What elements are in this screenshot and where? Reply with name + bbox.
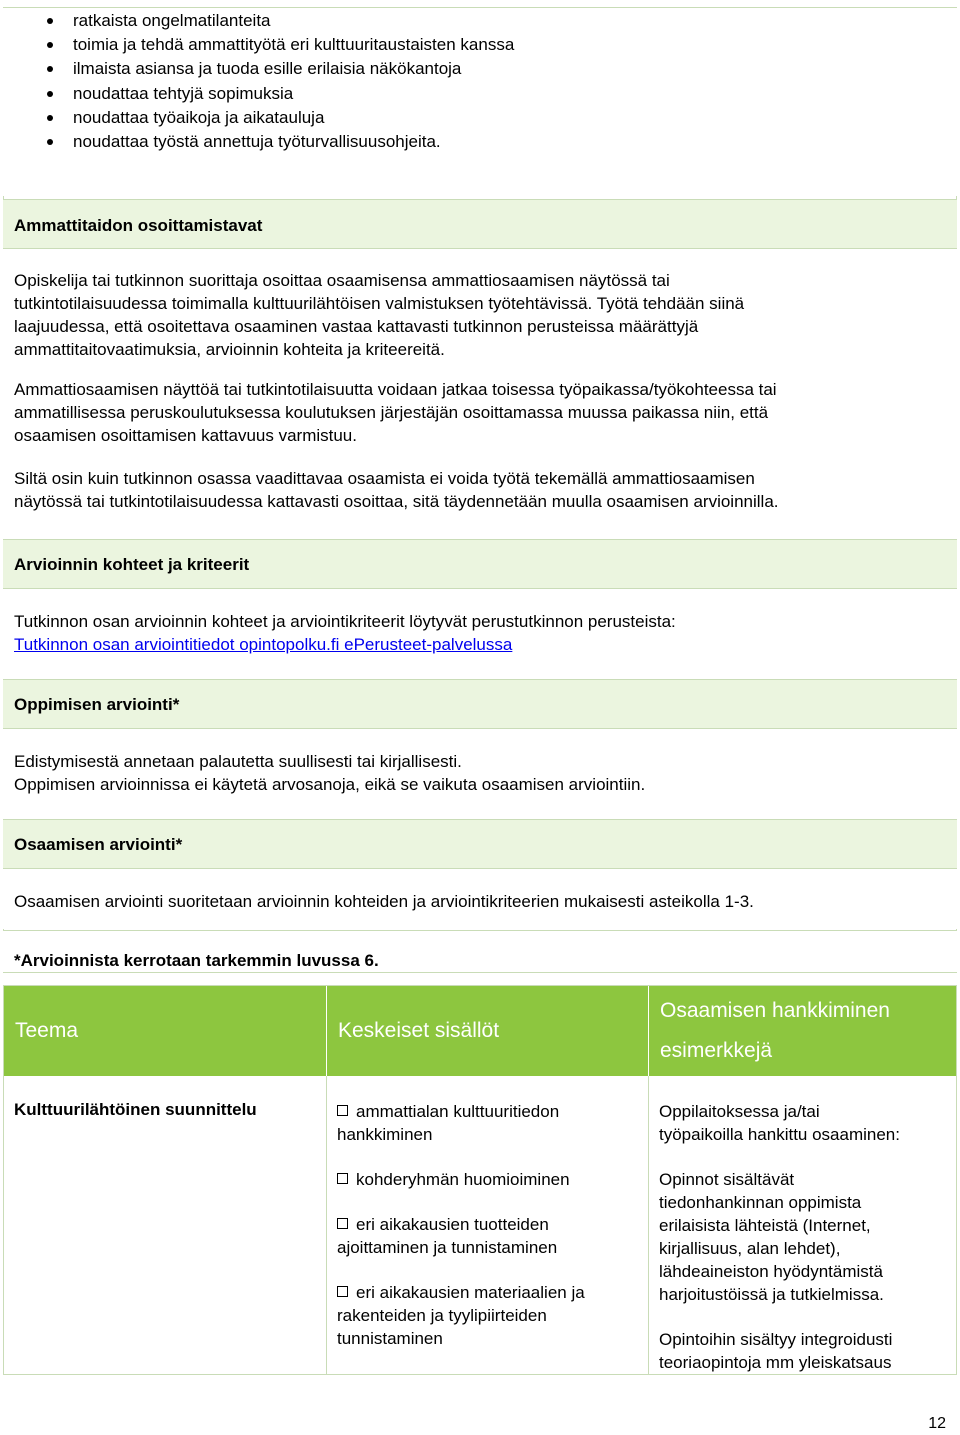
section-body-learning (3, 729, 957, 819)
paragraph: Ammattiosaamisen näyttöä tai tutkintotilaisuutta voidaan jatkaa toisessa työpaikassa/työkohteessa tai ammatillisessa peruskoulutuksessa koulutuksen järjestäjän osoittamassa muussa paikassa niin, että osaamisen osoittamisen kattavuus varmistuu. (14, 380, 777, 445)
bullet-icon (47, 91, 53, 97)
list-item: noudattaa työstä annettuja työturvallisuusohjeita. (3, 130, 514, 154)
checkbox-icon (337, 1286, 348, 1297)
bullet-icon (47, 42, 53, 48)
footnote: *Arvioinnista kerrotaan tarkemmin luvussa 6. (14, 951, 379, 970)
column-divider (326, 986, 327, 1076)
table-cell-theme: Kulttuurilähtöinen suunnittelu (14, 1100, 257, 1119)
section-header-criteria (3, 539, 957, 589)
list-item: noudattaa työaikoja ja aikatauluja (3, 106, 514, 130)
checkbox-icon (337, 1173, 348, 1184)
section-header-competence (3, 819, 957, 869)
bullet-icon (47, 139, 53, 145)
section-heading: Osaamisen arviointi* (14, 835, 183, 854)
section-body-demonstration (3, 249, 957, 539)
column-divider (648, 1076, 649, 1374)
list-item: toimia ja tehdä ammattityötä eri kulttuuritaustaisten kanssa (3, 33, 514, 57)
column-divider (326, 1076, 327, 1374)
content-table (3, 985, 957, 1375)
list-item: eri aikakausien materiaalien ja (337, 1281, 642, 1304)
list-item: ilmaista asiansa ja tuoda esille erilaisia näkökantoja (3, 57, 514, 81)
section-heading: Arvioinnin kohteet ja kriteerit (14, 555, 250, 574)
table-header (4, 986, 956, 1076)
table-cell-contents: ammattialan kulttuuritiedon hankkiminen kohderyhmän huomioiminen eri aikakausien tuotteiden ajoittaminen ja tunnistaminen eri aikakausien materiaalien ja rakenteiden ja tyylipiirteiden tunnistaminen (337, 1100, 642, 1350)
bullet-list (3, 9, 514, 154)
bullet-icon (47, 115, 53, 121)
list-item: eri aikakausien tuotteiden (337, 1213, 642, 1236)
list-item: noudattaa tehtyjä sopimuksia (3, 82, 514, 106)
column-divider (648, 986, 649, 1076)
section-header-learning (3, 679, 957, 729)
paragraph: Siltä osin kuin tutkinnon osassa vaadittavaa osaamista ei voida työtä tekemällä ammattiosaamisen näytössä tai tutkintotilaisuudessa kattavasti osoittaa, sitä täydennetään muulla osaamisen arvioinnilla. (14, 469, 779, 511)
criteria-link[interactable]: Tutkinnon osan arviointitiedot opintopolku.fi ePerusteet-palvelussa (14, 635, 513, 654)
competence-text: Osaamisen arviointi suoritetaan arvioinnin kohteiden ja arviointikriteerien mukaisesti asteikolla 1-3. (14, 892, 754, 911)
list-item: kohderyhmän huomioiminen (337, 1168, 642, 1191)
page-number: 12 (928, 1415, 946, 1432)
section-body-competence (3, 869, 957, 929)
list-item: ratkaista ongelmatilanteita (3, 9, 514, 33)
checkbox-icon (337, 1105, 348, 1116)
footnote-row (3, 930, 957, 972)
bullet-icon (47, 66, 53, 72)
column-header-examples: Osaamisen hankkiminen esimerkkejä (660, 999, 890, 1062)
bullet-icon (47, 18, 53, 24)
learning-line: Edistymisestä annetaan palautetta suullisesti tai kirjallisesti. (14, 752, 462, 771)
section-heading: Ammattitaidon osoittamistavat (14, 216, 263, 235)
criteria-text: Tutkinnon osan arvioinnin kohteet ja arviointikriteerit löytyvät perustutkinnon perusteista: (14, 612, 676, 631)
list-item: ammattialan kulttuuritiedon (337, 1100, 642, 1123)
column-header-contents: Keskeiset sisällöt (338, 1019, 500, 1042)
section-header-demonstration (3, 199, 957, 249)
section-heading: Oppimisen arviointi* (14, 695, 180, 714)
table-cell-examples: Oppilaitoksessa ja/tai työpaikoilla hankittu osaaminen: Opinnot sisältävät tiedonhankinnan oppimista erilaisista lähteistä (Internet, kirjallisuus, alan lehdet), lähdeaineiston hyödyntämistä harjoitustöissä ja tutkielmissa. Opintoihin sisältyy integroidusti teoriaopintoja mm yleiskatsaus (659, 1102, 900, 1372)
checkbox-icon (337, 1218, 348, 1229)
column-header-theme: Teema (15, 1019, 79, 1042)
bullet-section (3, 8, 957, 196)
paragraph: Opiskelija tai tutkinnon suorittaja osoittaa osaamisensa ammattiosaamisen näytössä tai tutkintotilaisuudessa toimimalla kulttuurilähtöisen valmistuksen työtehtävissä. Työtä tehdään siinä laajuudessa, että osoitettava osaaminen vastaa kattavasti tutkinnon perusteissa määrättyjä ammattitaitovaatimuksia, arvioinnin kohteita ja kriteereitä. (14, 271, 745, 359)
learning-line: Oppimisen arvioinnissa ei käytetä arvosanoja, eikä se vaikuta osaamisen arviointiin. (14, 775, 646, 794)
section-body-criteria (3, 589, 957, 679)
